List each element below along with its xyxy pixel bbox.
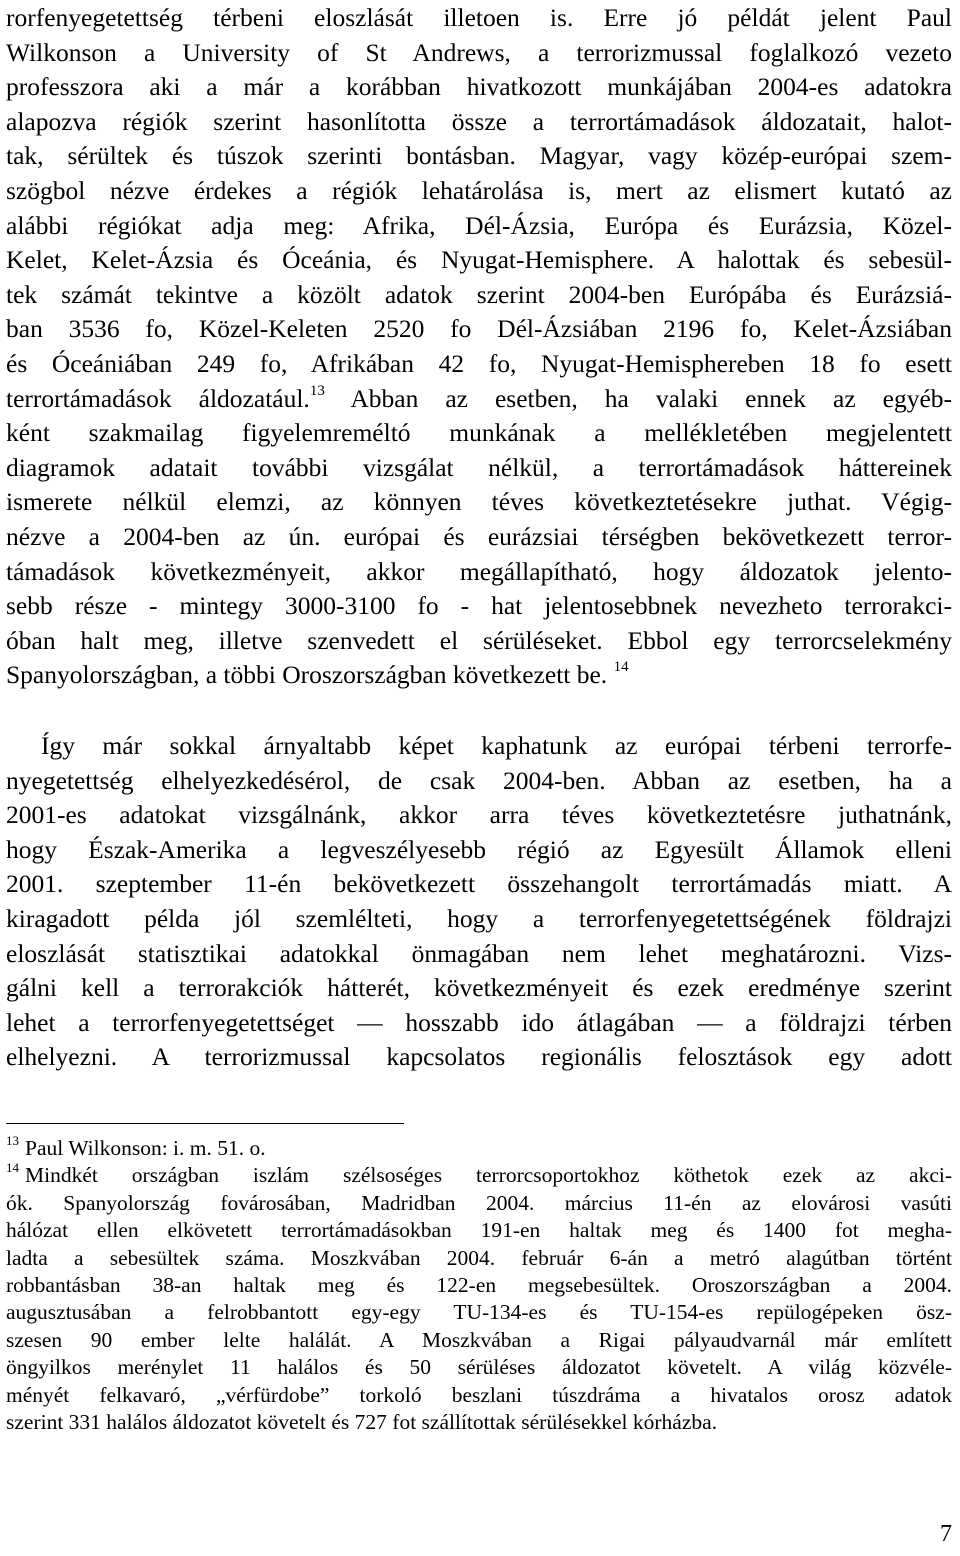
paragraph-2	[6, 729, 952, 1075]
text-line: Kelet, Kelet-Ázsia és Óceánia, és Nyugat-Hemisphere. A halottak és sebesül-	[6, 245, 952, 275]
footnote-line: ményét felkavaró, „vérfürdobe” torkoló beszlani túszdráma a hivatalos orosz adatok	[6, 1382, 952, 1407]
text-line: nézve a 2004-ben az ún. európai és eurázsiai térségben bekövetkezett terror-	[6, 521, 952, 551]
text-line: és Óceániában 249 fo, Afrikában 42 fo, Nyugat-Hemisphereben 18 fo esett	[6, 348, 952, 378]
text-line: hogy Észak-Amerika a legveszélyesebb régió az Egyesült Államok elleni	[6, 834, 952, 864]
footnote-line: hálózat ellen elkövetett terrortámadásokban 191-en haltak meg és 1400 fot megha-	[6, 1218, 952, 1243]
text-line: Így már sokkal árnyaltabb képet kaphatunk az európai térbeni terrorfe-	[41, 731, 952, 760]
footnote-line: ók. Spanyolország fovárosában, Madridban 2004. március 11-én az elovárosi vasúti	[6, 1190, 952, 1215]
footnote-separator	[6, 1123, 404, 1124]
footnote-14	[6, 1162, 952, 1436]
text-line: sebb része - mintegy 3000-3100 fo - hat jelentosebbnek nevezheto terrorakci-	[6, 591, 952, 621]
text-line: Wilkonson a University of St Andrews, a terrorizmussal foglalkozó vezeto	[6, 37, 952, 67]
text-line: gálni kell a terrorakciók hátterét, következményeit és ezek eredménye szerint	[6, 973, 952, 1003]
text-line: 2001. szeptember 11-én bekövetkezett összehangolt terrortámadás miatt. A	[6, 869, 952, 899]
text-line: eloszlását statisztikai adatokkal önmagában nem lehet meghatározni. Vizs-	[6, 938, 952, 968]
page-number: 7	[940, 1521, 952, 1547]
footnote-line: augusztusában a felrobbantott egy-egy TU-134-es és TU-154-es repülogépeken ösz-	[6, 1300, 952, 1325]
footnote-line: szesen 90 ember lelte halálát. A Moszkvában a Rigai pályaudvarnál már említett	[6, 1327, 952, 1352]
text-line: alábbi régiókat adja meg: Afrika, Dél-Ázsia, Európa és Eurázsia, Közel-	[6, 210, 952, 240]
text-line: kiragadott példa jól szemlélteti, hogy a terrorfenyegetettségének földrajzi	[6, 903, 952, 933]
paragraph-1	[6, 1, 952, 693]
text-line: ként szakmailag figyelemreméltó munkának a mellékletében megjelentett	[6, 418, 952, 448]
footnote-line: robbantásban 38-an haltak meg és 122-en megsebesültek. Oroszországban a 2004.	[6, 1273, 952, 1298]
text-line: lehet a terrorfenyegetettséget — hosszabb ido átlagában — a földrajzi térben	[6, 1007, 952, 1037]
footnote-13	[6, 1135, 952, 1162]
text-line: professzora aki a már a korábban hivatkozott munkájában 2004-es adatokra	[6, 72, 952, 102]
text-segment: terrortámadások áldozatául.	[6, 383, 310, 413]
text-line: elhelyezni. A terrorizmussal kapcsolatos regionális felosztások egy adott	[6, 1042, 952, 1072]
footnote-text: Mindkét országban iszlám szélsoséges terrorcsoportokhoz köthetok ezek az akci-	[25, 1163, 952, 1188]
text-line: támadások következményeit, akkor megállapítható, hogy áldozatok jelento-	[6, 556, 952, 586]
text-line	[6, 658, 952, 693]
text-line: óban halt meg, illetve szenvedett el sérüléseket. Ebbol egy terrorcselekmény	[6, 625, 952, 655]
text-line: nyegetettség elhelyezkedésérol, de csak 2004-ben. Abban az esetben, ha a	[6, 765, 952, 795]
text-line: ismerete nélkül elemzi, az könnyen téves következtetésekre juthat. Végig-	[6, 487, 952, 517]
text-line: diagramok adatait további vizsgálat nélkül, a terrortámadások háttereinek	[6, 452, 952, 482]
text-segment: Abban az esetben, ha valaki ennek az egyéb-	[324, 383, 952, 413]
text-line: rorfenyegetettség térbeni eloszlását illetoen is. Erre jó példát jelent Paul	[6, 3, 952, 32]
footnote-number: 13	[6, 1133, 19, 1148]
footnote-ref-14[interactable]: 14	[613, 659, 629, 676]
footnote-line: ladta a sebesültek száma. Moszkvában 2004. február 6-án a metró alagútban történt	[6, 1245, 952, 1270]
footnote-line	[6, 1162, 952, 1189]
footnote-number: 14	[6, 1160, 19, 1176]
text-line: szögbol nézve érdekes a régiók lehatárolása is, mert az elismert kutató az	[6, 175, 952, 205]
footnotes	[6, 1135, 952, 1436]
text-line: tek számát tekintve a közölt adatok szerint 2004-ben Európába és Eurázsiá-	[6, 279, 952, 309]
footnote-line	[6, 1135, 952, 1162]
footnote-line: szerint 331 halálos áldozatot követelt és 727 fot szállítottak sérülésekkel kórházba.	[6, 1410, 718, 1435]
text-line	[6, 382, 952, 417]
text-line: alapozva régiók szerint hasonlította össze a terrortámadások áldozatait, halot-	[6, 106, 952, 136]
footnote-text: Paul Wilkonson: i. m. 51. o.	[25, 1136, 266, 1160]
text-line: 2001-es adatokat vizsgálnánk, akkor arra téves következtetésre juthatnánk,	[6, 800, 952, 830]
text-segment: Spanyolországban, a többi Oroszországban következett be.	[6, 660, 608, 690]
footnote-ref-13[interactable]: 13	[309, 382, 325, 399]
footnote-line: öngyilkos merénylet 11 halálos és 50 sérüléses áldozatot követelt. A világ közvéle-	[6, 1355, 952, 1380]
text-line: ban 3536 fo, Közel-Keleten 2520 fo Dél-Ázsiában 2196 fo, Kelet-Ázsiában	[6, 314, 952, 344]
text-line: tak, sérültek és túszok szerinti bontásban. Magyar, vagy közép-európai szem-	[6, 141, 952, 171]
